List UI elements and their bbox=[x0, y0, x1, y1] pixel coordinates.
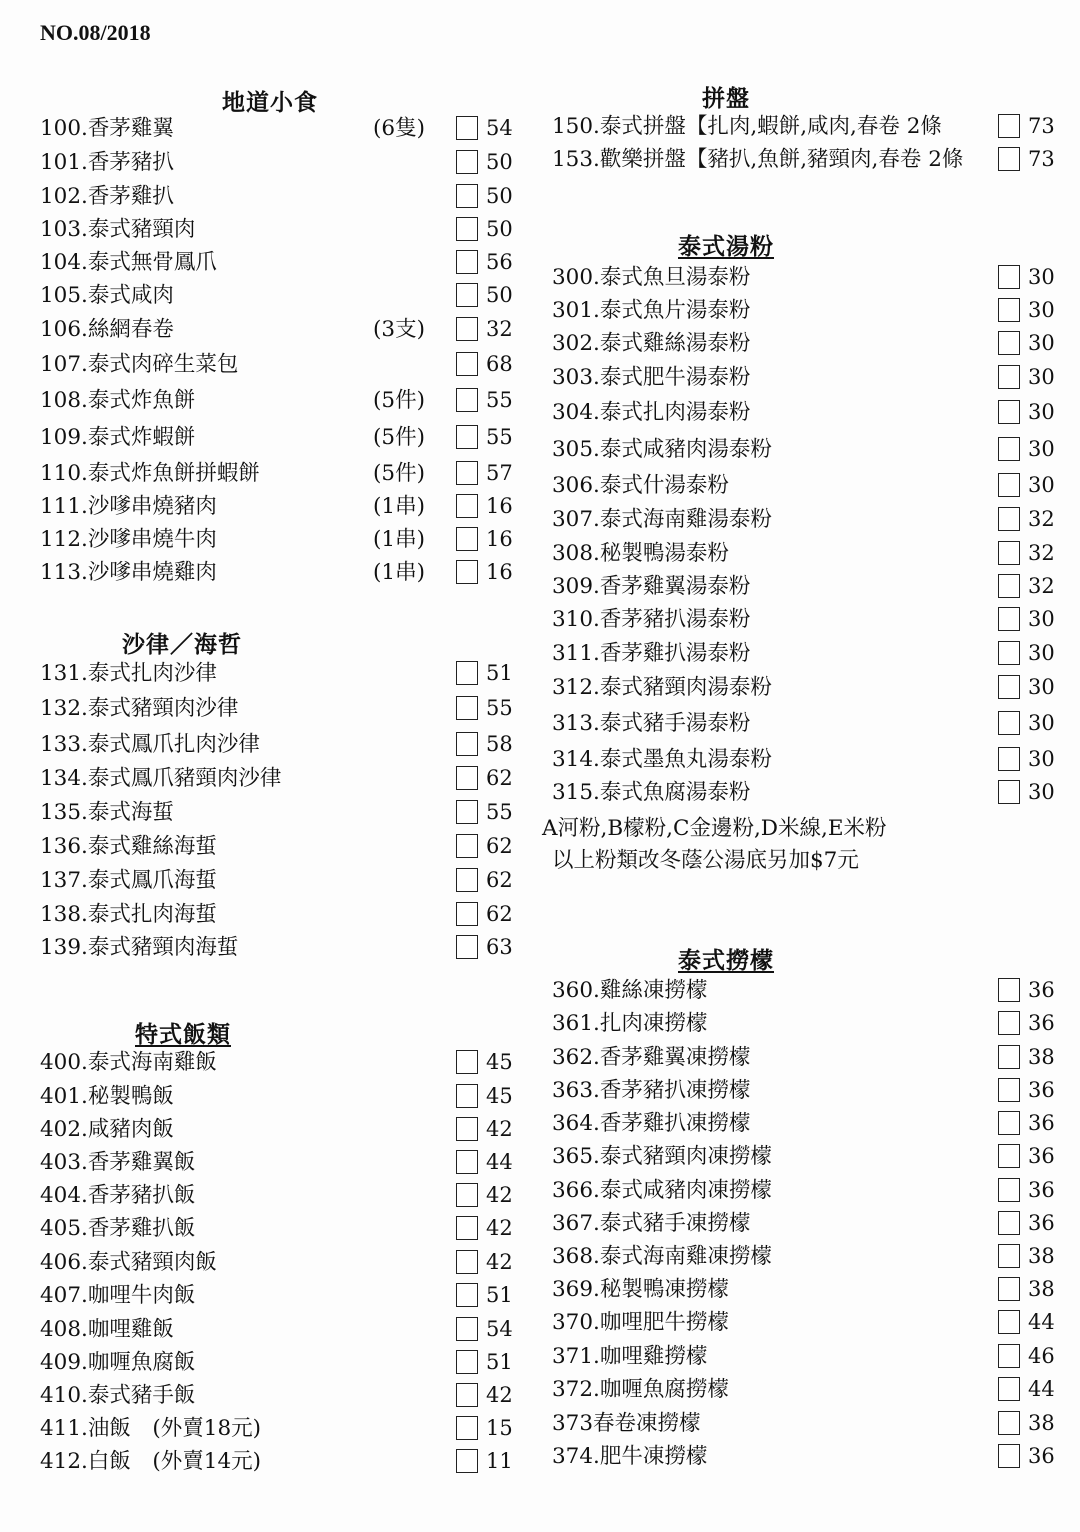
order-checkbox[interactable] bbox=[456, 1084, 478, 1108]
item-name: 315.泰式魚腐湯泰粉 bbox=[552, 780, 751, 805]
menu-item bbox=[40, 898, 520, 931]
order-checkbox[interactable] bbox=[456, 527, 478, 551]
item-name: 101.香茅豬扒 bbox=[40, 150, 174, 175]
order-checkbox[interactable] bbox=[998, 1211, 1020, 1235]
item-quantity: (1串) bbox=[373, 560, 425, 585]
menu-item bbox=[40, 421, 520, 454]
item-price: 73 bbox=[1028, 147, 1055, 171]
menu-item bbox=[552, 327, 1064, 360]
item-price: 36 bbox=[1028, 1211, 1055, 1235]
order-checkbox[interactable] bbox=[456, 1383, 478, 1407]
item-price: 62 bbox=[486, 868, 513, 892]
menu-item bbox=[40, 1246, 520, 1279]
item-name: 113.沙嗲串燒雞肉 bbox=[40, 560, 217, 585]
item-name: 365.泰式豬頸肉凍撈檬 bbox=[552, 1144, 772, 1169]
menu-item bbox=[40, 830, 520, 863]
item-price: 30 bbox=[1028, 641, 1055, 665]
menu-item bbox=[40, 457, 520, 490]
order-checkbox[interactable] bbox=[456, 1350, 478, 1374]
order-checkbox[interactable] bbox=[456, 868, 478, 892]
menu-item bbox=[40, 1346, 520, 1379]
menu-item bbox=[40, 146, 520, 179]
item-name: 304.泰式扎肉湯泰粉 bbox=[552, 400, 751, 425]
item-name: 132.泰式豬頸肉沙律 bbox=[40, 696, 239, 721]
order-checkbox[interactable] bbox=[998, 711, 1020, 735]
menu-item bbox=[552, 1107, 1064, 1140]
item-price: 11 bbox=[486, 1449, 513, 1473]
order-checkbox[interactable] bbox=[456, 461, 478, 485]
item-name: 364.香茅雞扒凍撈檬 bbox=[552, 1111, 751, 1136]
section-note: 以上粉類改冬蔭公湯底另加$7元 bbox=[552, 848, 859, 873]
item-name: 131.泰式扎肉沙律 bbox=[40, 661, 217, 686]
item-price: 36 bbox=[1028, 1111, 1055, 1135]
item-name: 312.泰式豬頸肉湯泰粉 bbox=[552, 675, 772, 700]
item-name: 138.泰式扎肉海蜇 bbox=[40, 902, 217, 927]
order-checkbox[interactable] bbox=[998, 147, 1020, 171]
item-price: 42 bbox=[486, 1250, 513, 1274]
menu-item bbox=[40, 1212, 520, 1245]
order-checkbox[interactable] bbox=[998, 1444, 1020, 1468]
item-price: 30 bbox=[1028, 400, 1055, 424]
section-heading: 沙律／海哲 bbox=[122, 631, 242, 658]
item-price: 46 bbox=[1028, 1344, 1055, 1368]
item-price: 42 bbox=[486, 1117, 513, 1141]
menu-item bbox=[40, 692, 520, 725]
menu-item bbox=[40, 490, 520, 523]
item-name: 301.泰式魚片湯泰粉 bbox=[552, 298, 751, 323]
item-price: 56 bbox=[486, 250, 513, 274]
order-checkbox[interactable] bbox=[456, 935, 478, 959]
menu-item bbox=[40, 523, 520, 556]
menu-item bbox=[40, 657, 520, 690]
menu-item bbox=[552, 433, 1064, 466]
item-name: 300.泰式魚旦湯泰粉 bbox=[552, 265, 751, 290]
item-name: 372.咖喱魚腐撈檬 bbox=[552, 1377, 729, 1402]
page-number: NO.08/2018 bbox=[40, 20, 151, 45]
item-price: 36 bbox=[1028, 1078, 1055, 1102]
item-quantity: (5件) bbox=[373, 388, 425, 413]
menu-item bbox=[552, 1174, 1064, 1207]
item-name: 305.泰式咸豬肉湯泰粉 bbox=[552, 437, 772, 462]
order-checkbox[interactable] bbox=[998, 114, 1020, 138]
order-checkbox[interactable] bbox=[998, 365, 1020, 389]
order-checkbox[interactable] bbox=[998, 1011, 1020, 1035]
order-checkbox[interactable] bbox=[998, 331, 1020, 355]
item-price: 16 bbox=[486, 560, 513, 584]
item-price: 30 bbox=[1028, 437, 1055, 461]
item-name: 111.沙嗲串燒豬肉 bbox=[40, 494, 217, 519]
item-name: 367.泰式豬手凍撈檬 bbox=[552, 1211, 751, 1236]
item-name: 105.泰式咸肉 bbox=[40, 283, 174, 308]
item-price: 51 bbox=[486, 1283, 513, 1307]
item-price: 30 bbox=[1028, 711, 1055, 735]
item-price: 54 bbox=[486, 116, 513, 140]
item-price: 44 bbox=[1028, 1310, 1055, 1334]
item-name: 405.香茅雞扒飯 bbox=[40, 1216, 196, 1241]
order-checkbox[interactable] bbox=[456, 1050, 478, 1074]
item-price: 38 bbox=[1028, 1277, 1055, 1301]
menu-item bbox=[552, 1041, 1064, 1074]
item-price: 44 bbox=[1028, 1377, 1055, 1401]
menu-item bbox=[552, 294, 1064, 327]
item-quantity: (3支) bbox=[373, 317, 425, 342]
item-name: 314.泰式墨魚丸湯泰粉 bbox=[552, 747, 772, 772]
item-name: 109.泰式炸蝦餅 bbox=[40, 425, 196, 450]
item-price: 42 bbox=[486, 1183, 513, 1207]
order-checkbox[interactable] bbox=[456, 250, 478, 274]
item-name: 107.泰式肉碎生菜包 bbox=[40, 352, 239, 377]
menu-item bbox=[552, 637, 1064, 670]
menu-item bbox=[40, 1313, 520, 1346]
menu-item bbox=[552, 1207, 1064, 1240]
item-price: 55 bbox=[486, 388, 513, 412]
item-price: 50 bbox=[486, 150, 513, 174]
item-name: 136.泰式雞絲海蜇 bbox=[40, 834, 217, 859]
item-name: 404.香茅豬扒飯 bbox=[40, 1183, 196, 1208]
item-name: 370.咖哩肥牛撈檬 bbox=[552, 1310, 729, 1335]
item-name: 106.絲網春卷 bbox=[40, 317, 174, 342]
item-name: 406.泰式豬頸肉飯 bbox=[40, 1250, 217, 1275]
order-checkbox[interactable] bbox=[456, 1416, 478, 1440]
order-checkbox[interactable] bbox=[456, 661, 478, 685]
item-price: 16 bbox=[486, 494, 513, 518]
menu-item bbox=[552, 469, 1064, 502]
item-name: 307.泰式海南雞湯泰粉 bbox=[552, 507, 772, 532]
item-price: 16 bbox=[486, 527, 513, 551]
menu-item bbox=[552, 1373, 1064, 1406]
menu-item bbox=[552, 143, 1064, 176]
item-price: 30 bbox=[1028, 265, 1055, 289]
order-checkbox[interactable] bbox=[998, 1344, 1020, 1368]
section-heading: 拼盤 bbox=[702, 85, 750, 112]
menu-item bbox=[40, 931, 520, 964]
order-checkbox[interactable] bbox=[456, 902, 478, 926]
item-name: 362.香茅雞翼凍撈檬 bbox=[552, 1045, 751, 1070]
item-price: 30 bbox=[1028, 607, 1055, 631]
order-checkbox[interactable] bbox=[998, 1144, 1020, 1168]
item-name: 360.雞絲凍撈檬 bbox=[552, 978, 708, 1003]
menu-item bbox=[40, 1412, 520, 1445]
item-price: 30 bbox=[1028, 365, 1055, 389]
item-quantity: (5件) bbox=[373, 425, 425, 450]
order-checkbox[interactable] bbox=[998, 265, 1020, 289]
item-price: 36 bbox=[1028, 1144, 1055, 1168]
menu-item bbox=[552, 570, 1064, 603]
item-price: 50 bbox=[486, 217, 513, 241]
order-checkbox[interactable] bbox=[998, 641, 1020, 665]
order-checkbox[interactable] bbox=[456, 1216, 478, 1240]
item-price: 68 bbox=[486, 352, 513, 376]
item-price: 32 bbox=[1028, 507, 1055, 531]
order-checkbox[interactable] bbox=[456, 696, 478, 720]
item-price: 36 bbox=[1028, 1178, 1055, 1202]
item-price: 62 bbox=[486, 834, 513, 858]
menu-item bbox=[40, 1113, 520, 1146]
order-checkbox[interactable] bbox=[456, 834, 478, 858]
order-checkbox[interactable] bbox=[998, 1310, 1020, 1334]
menu-item bbox=[552, 1340, 1064, 1373]
menu-item bbox=[552, 1007, 1064, 1040]
item-name: 302.泰式雞絲湯泰粉 bbox=[552, 331, 751, 356]
order-checkbox[interactable] bbox=[998, 1078, 1020, 1102]
item-price: 51 bbox=[486, 661, 513, 685]
menu-item bbox=[40, 1379, 520, 1412]
order-checkbox[interactable] bbox=[998, 780, 1020, 804]
item-name: 368.泰式海南雞凍撈檬 bbox=[552, 1244, 772, 1269]
order-checkbox[interactable] bbox=[456, 1449, 478, 1473]
order-checkbox[interactable] bbox=[456, 1150, 478, 1174]
item-name: 363.香茅豬扒凍撈檬 bbox=[552, 1078, 751, 1103]
item-quantity: (1串) bbox=[373, 494, 425, 519]
item-name: 373春卷凍撈檬 bbox=[552, 1411, 701, 1436]
order-checkbox[interactable] bbox=[998, 298, 1020, 322]
item-name: 104.泰式無骨鳳爪 bbox=[40, 250, 217, 275]
menu-item bbox=[552, 396, 1064, 429]
order-checkbox[interactable] bbox=[456, 217, 478, 241]
item-price: 55 bbox=[486, 425, 513, 449]
order-checkbox[interactable] bbox=[456, 1283, 478, 1307]
menu-item bbox=[40, 348, 520, 381]
menu-item bbox=[40, 1080, 520, 1113]
menu-item bbox=[40, 762, 520, 795]
menu-item bbox=[552, 110, 1064, 143]
menu-item bbox=[552, 503, 1064, 536]
order-checkbox[interactable] bbox=[998, 1377, 1020, 1401]
item-price: 36 bbox=[1028, 1444, 1055, 1468]
menu-item bbox=[40, 1279, 520, 1312]
item-name: 311.香茅雞扒湯泰粉 bbox=[552, 641, 751, 666]
item-name: 306.泰式什湯泰粉 bbox=[552, 473, 729, 498]
item-name: 369.秘製鴨凍撈檬 bbox=[552, 1277, 729, 1302]
item-price: 45 bbox=[486, 1050, 513, 1074]
menu-item bbox=[40, 246, 520, 279]
item-name: 303.泰式肥牛湯泰粉 bbox=[552, 365, 751, 390]
menu-item bbox=[40, 1445, 520, 1478]
menu-item bbox=[40, 213, 520, 246]
item-price: 38 bbox=[1028, 1244, 1055, 1268]
item-price: 42 bbox=[486, 1383, 513, 1407]
item-name: 139.泰式豬頸肉海蜇 bbox=[40, 935, 239, 960]
item-name: 133.泰式鳳爪扎肉沙律 bbox=[40, 732, 260, 757]
item-name: 313.泰式豬手湯泰粉 bbox=[552, 711, 751, 736]
menu-item bbox=[552, 776, 1064, 809]
order-checkbox[interactable] bbox=[456, 1117, 478, 1141]
item-price: 55 bbox=[486, 800, 513, 824]
item-price: 30 bbox=[1028, 298, 1055, 322]
item-price: 62 bbox=[486, 902, 513, 926]
menu-item bbox=[40, 112, 520, 145]
item-name: 102.香茅雞扒 bbox=[40, 184, 174, 209]
item-price: 44 bbox=[486, 1150, 513, 1174]
item-price: 38 bbox=[1028, 1045, 1055, 1069]
section-note: A河粉,B檬粉,C金邊粉,D米線,E米粉 bbox=[542, 816, 887, 841]
order-checkbox[interactable] bbox=[456, 150, 478, 174]
menu-item bbox=[552, 1240, 1064, 1273]
item-price: 73 bbox=[1028, 114, 1055, 138]
menu-item bbox=[552, 537, 1064, 570]
item-name: 137.泰式鳳爪海蜇 bbox=[40, 868, 217, 893]
item-quantity: (6隻) bbox=[373, 116, 425, 141]
item-price: 50 bbox=[486, 283, 513, 307]
section-heading: 泰式撈檬 bbox=[678, 947, 774, 974]
item-price: 42 bbox=[486, 1216, 513, 1240]
item-price: 36 bbox=[1028, 978, 1055, 1002]
menu-item bbox=[40, 796, 520, 829]
order-checkbox[interactable] bbox=[998, 400, 1020, 424]
menu-item bbox=[40, 313, 520, 346]
order-checkbox[interactable] bbox=[998, 607, 1020, 631]
order-checkbox[interactable] bbox=[998, 1111, 1020, 1135]
item-price: 30 bbox=[1028, 331, 1055, 355]
order-checkbox[interactable] bbox=[456, 425, 478, 449]
order-checkbox[interactable] bbox=[998, 978, 1020, 1002]
order-checkbox[interactable] bbox=[998, 574, 1020, 598]
item-name: 110.泰式炸魚餅拼蝦餅 bbox=[40, 461, 260, 486]
item-price: 30 bbox=[1028, 675, 1055, 699]
item-price: 32 bbox=[486, 317, 513, 341]
item-name: 410.泰式豬手飯 bbox=[40, 1383, 196, 1408]
menu-item bbox=[552, 707, 1064, 740]
item-name: 100.香茅雞翼 bbox=[40, 116, 174, 141]
order-checkbox[interactable] bbox=[456, 1317, 478, 1341]
order-checkbox[interactable] bbox=[998, 437, 1020, 461]
item-price: 54 bbox=[486, 1317, 513, 1341]
item-quantity: (1串) bbox=[373, 527, 425, 552]
item-name: 374.肥牛凍撈檬 bbox=[552, 1444, 708, 1469]
menu-item bbox=[40, 384, 520, 417]
order-checkbox[interactable] bbox=[456, 388, 478, 412]
item-name: 150.泰式拼盤【扎肉,蝦餅,咸肉,春卷 2條 bbox=[552, 114, 942, 139]
order-checkbox[interactable] bbox=[456, 1183, 478, 1207]
menu-item bbox=[40, 1179, 520, 1212]
item-name: 409.咖喱魚腐飯 bbox=[40, 1350, 196, 1375]
order-checkbox[interactable] bbox=[998, 541, 1020, 565]
item-price: 30 bbox=[1028, 473, 1055, 497]
item-price: 50 bbox=[486, 184, 513, 208]
menu-item bbox=[552, 1407, 1064, 1440]
order-checkbox[interactable] bbox=[456, 494, 478, 518]
item-name: 308.秘製鴨湯泰粉 bbox=[552, 541, 729, 566]
order-checkbox[interactable] bbox=[456, 283, 478, 307]
menu-item bbox=[552, 1440, 1064, 1473]
order-checkbox[interactable] bbox=[998, 747, 1020, 771]
section-heading: 特式飯類 bbox=[135, 1021, 231, 1048]
item-price: 57 bbox=[486, 461, 513, 485]
menu-item bbox=[552, 743, 1064, 776]
item-name: 412.白飯 (外賣14元) bbox=[40, 1449, 262, 1474]
menu-item bbox=[40, 556, 520, 589]
menu-item bbox=[552, 1140, 1064, 1173]
item-name: 402.咸豬肉飯 bbox=[40, 1117, 174, 1142]
item-price: 45 bbox=[486, 1084, 513, 1108]
item-name: 361.扎肉凍撈檬 bbox=[552, 1011, 708, 1036]
item-name: 401.秘製鴨飯 bbox=[40, 1084, 174, 1109]
menu-item bbox=[552, 671, 1064, 704]
order-checkbox[interactable] bbox=[456, 352, 478, 376]
menu-item bbox=[552, 974, 1064, 1007]
menu-item bbox=[40, 180, 520, 213]
order-checkbox[interactable] bbox=[998, 473, 1020, 497]
menu-item bbox=[552, 1306, 1064, 1339]
order-checkbox[interactable] bbox=[998, 1244, 1020, 1268]
menu-item bbox=[552, 261, 1064, 294]
item-price: 62 bbox=[486, 766, 513, 790]
item-price: 58 bbox=[486, 732, 513, 756]
item-price: 63 bbox=[486, 935, 513, 959]
item-price: 36 bbox=[1028, 1011, 1055, 1035]
order-checkbox[interactable] bbox=[998, 1178, 1020, 1202]
item-name: 153.歡樂拼盤【豬扒,魚餅,豬頸肉,春卷 2條 bbox=[552, 147, 964, 172]
item-name: 408.咖哩雞飯 bbox=[40, 1317, 174, 1342]
order-checkbox[interactable] bbox=[456, 800, 478, 824]
order-checkbox[interactable] bbox=[456, 766, 478, 790]
item-name: 366.泰式咸豬肉凍撈檬 bbox=[552, 1178, 772, 1203]
item-price: 51 bbox=[486, 1350, 513, 1374]
item-price: 55 bbox=[486, 696, 513, 720]
menu-item bbox=[40, 728, 520, 761]
item-name: 411.油飯 (外賣18元) bbox=[40, 1416, 262, 1441]
order-checkbox[interactable] bbox=[456, 732, 478, 756]
item-price: 30 bbox=[1028, 780, 1055, 804]
menu-item bbox=[552, 1273, 1064, 1306]
order-checkbox[interactable] bbox=[998, 1277, 1020, 1301]
item-name: 310.香茅豬扒湯泰粉 bbox=[552, 607, 751, 632]
order-checkbox[interactable] bbox=[998, 1411, 1020, 1435]
order-checkbox[interactable] bbox=[998, 1045, 1020, 1069]
item-price: 32 bbox=[1028, 541, 1055, 565]
item-name: 371.咖哩雞撈檬 bbox=[552, 1344, 708, 1369]
item-name: 112.沙嗲串燒牛肉 bbox=[40, 527, 217, 552]
order-checkbox[interactable] bbox=[456, 184, 478, 208]
item-price: 30 bbox=[1028, 747, 1055, 771]
order-checkbox[interactable] bbox=[456, 116, 478, 140]
item-name: 108.泰式炸魚餅 bbox=[40, 388, 196, 413]
menu-item bbox=[40, 1146, 520, 1179]
order-checkbox[interactable] bbox=[456, 560, 478, 584]
item-quantity: (5件) bbox=[373, 461, 425, 486]
item-price: 32 bbox=[1028, 574, 1055, 598]
item-price: 38 bbox=[1028, 1411, 1055, 1435]
menu-item bbox=[40, 279, 520, 312]
item-name: 134.泰式鳳爪豬頸肉沙律 bbox=[40, 766, 282, 791]
item-name: 403.香茅雞翼飯 bbox=[40, 1150, 196, 1175]
item-name: 309.香茅雞翼湯泰粉 bbox=[552, 574, 751, 599]
item-price: 15 bbox=[486, 1416, 513, 1440]
order-checkbox[interactable] bbox=[998, 675, 1020, 699]
section-heading: 地道小食 bbox=[222, 89, 318, 116]
item-name: 103.泰式豬頸肉 bbox=[40, 217, 196, 242]
item-name: 400.泰式海南雞飯 bbox=[40, 1050, 217, 1075]
section-heading: 泰式湯粉 bbox=[678, 233, 774, 260]
menu-item bbox=[552, 603, 1064, 636]
menu-item bbox=[40, 864, 520, 897]
menu-item bbox=[552, 1074, 1064, 1107]
menu-item bbox=[40, 1046, 520, 1079]
menu-item bbox=[552, 361, 1064, 394]
order-checkbox[interactable] bbox=[998, 507, 1020, 531]
order-checkbox[interactable] bbox=[456, 317, 478, 341]
item-name: 135.泰式海蜇 bbox=[40, 800, 174, 825]
order-checkbox[interactable] bbox=[456, 1250, 478, 1274]
item-name: 407.咖哩牛肉飯 bbox=[40, 1283, 196, 1308]
